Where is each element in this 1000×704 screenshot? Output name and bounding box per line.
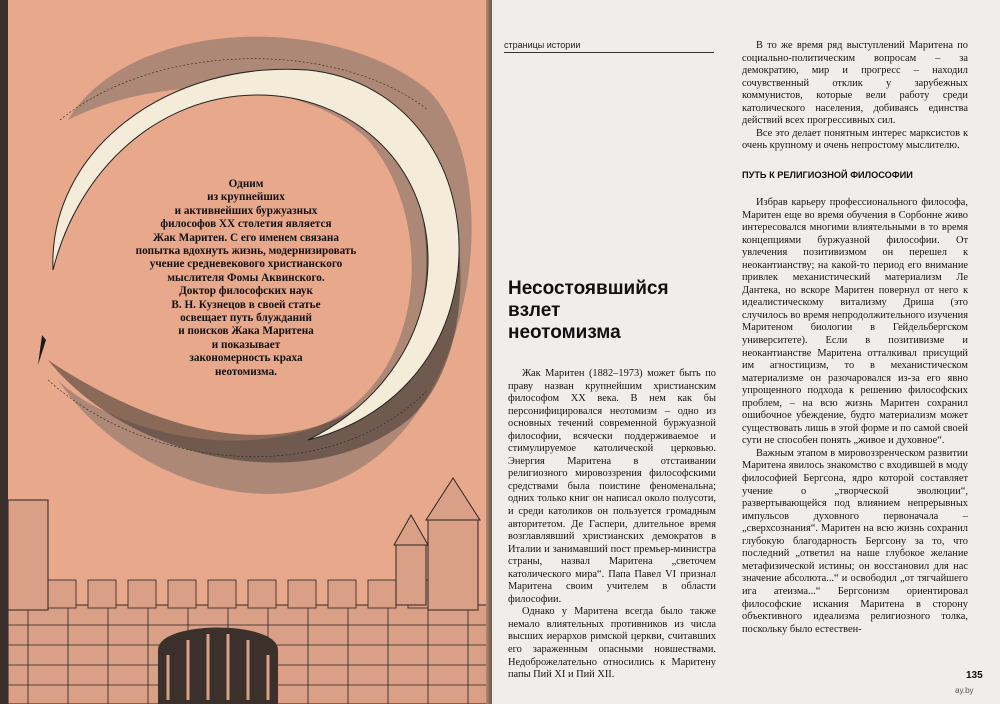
intro-line: освещает путь блужданий (180, 312, 312, 325)
intro-line: и поисков Жака Маритена (178, 325, 314, 338)
right-page (492, 0, 1000, 704)
intro-line: В. Н. Кузнецов в своей статье (171, 298, 321, 311)
title-line: Несостоявшийся (508, 278, 669, 299)
title-line: взлет (508, 300, 561, 321)
intro-line: попытка вдохнуть жизнь, модернизировать (135, 245, 357, 258)
paragraph: Все это делает понятным интерес марксистов к очень крупному и очень непростому мыслителю. (742, 127, 968, 152)
intro-line: мыслителя Фомы Аквинского. (167, 271, 325, 284)
left-page (8, 0, 490, 704)
watermark: ay.by (955, 686, 974, 695)
paragraph: Избрав карьеру профессионального философа, Маритен еще во время обучения в Сорбонне живо интересовался многими влиятельными в то время концепциями буржуазной философии. От увлечения позитивизмом он перешел к неокантианству; на какой-то период его внимание привлек механистический материализм Ле Дантека, но вскоре Маритен повернул от него к идеалистическому витализму Дриша (это случилось во время непродолжительного изучения Маритеном биологии в Гейдельбергском университете). Если в позитивизме и неокантианстве Маритена отталкивал присущий им агностицизм, то в механистическом материализме он разочаровался из-за его явно упрощенного подхода к решению философских проблем, – на всю жизнь Маритен сохранил ошибочное убеждение, будто материализм может существовать лишь в этой форме и по самой своей сути не способен понять „живое и духовное“. (742, 197, 968, 447)
intro-line: и показывает (211, 338, 281, 351)
intro-line: Доктор философских наук (179, 285, 313, 298)
intro-line: Жак Маритен. С его именем связана (153, 231, 339, 244)
paragraph: Однако у Маритена всегда было также немало влиятельных противников из числа высших иерархов римской церкви, считавших его зараженным опасными новшествами. Недоброжелательно относились к Маритену папы Пий XI и Пий XII. (508, 606, 716, 681)
intro-line: закономерность краха (189, 352, 303, 365)
intro-line: учение средневекового христианского (149, 258, 343, 271)
text-column-left (508, 368, 716, 682)
paragraph: Жак Маритен (1882–1973) может быть по праву назван крупнейшим христианским философом XX века. В нем как бы персонифицировался неотомизм – одно из основных течений современной буржуазной философии, всячески поддерживаемое и стимулируемое католической церковью. Энергия Маритена в отстаивании религиозного мировоззрения философскими средствами была поистине феноменальна; одних только книг он написал около полусоти, и среди католиков он пользуется громадным авторитетом. Де Гаспери, длительное время возглавлявший христианских демократов в Италии и занимавший пост премьер-министра страны, назвал Маритена „светочем католического мира“. Папа Павел VI признал Маритена своим учителем в области философии. (508, 368, 716, 605)
intro-text (126, 178, 366, 379)
intro-line: Одним (228, 178, 264, 190)
article-title-block (492, 270, 724, 366)
intro-line: и активнейших буржуазных (174, 204, 318, 217)
text-column-right (742, 197, 968, 636)
running-header: страницы истории (504, 40, 581, 50)
intro-line: философов XX столетия является (160, 218, 332, 231)
intro-line: неотомизма. (215, 365, 277, 378)
header-rule (504, 52, 714, 53)
title-line: неотомизма (508, 322, 621, 343)
paragraph: Важным этапом в мировоззренческом развитии Маритена явилось знакомство с входившей в моду философией Бергсона, ядро которой составляет учение о „творческой эволюции“, развертывающейся под влиянием непрерывных импульсов духовного первоначала – „сверхсознания“. Маритен на всю жизнь сохранил глубокую благодарность Бергсону за то, что последний „ответил на наше глубокое желание метафизической истины; он восстановил для нас значение абсолюта...“ и освободил „от тягчайшего ига атеизма...“ Бергсонизм ориентировал философские искания Маритена в сторону объективного идеализма религиозного толка, поскольку было естествен- (742, 447, 968, 635)
page-number: 135 (966, 670, 983, 681)
text-column-right-top (742, 40, 968, 153)
paragraph: В то же время ряд выступлений Маритена по социально-политическим вопросам – за демократию, мир и прогресс – находил сочувственный отклик у зарубежных коммунистов, которые вели работу среди католического населения, добиваясь единства действий всех прогрессивных сил. (742, 40, 968, 127)
intro-line: из крупнейших (207, 191, 285, 204)
article-title (508, 278, 669, 344)
section-heading: ПУТЬ К РЕЛИГИОЗНОЙ ФИЛОСОФИИ (742, 170, 913, 180)
